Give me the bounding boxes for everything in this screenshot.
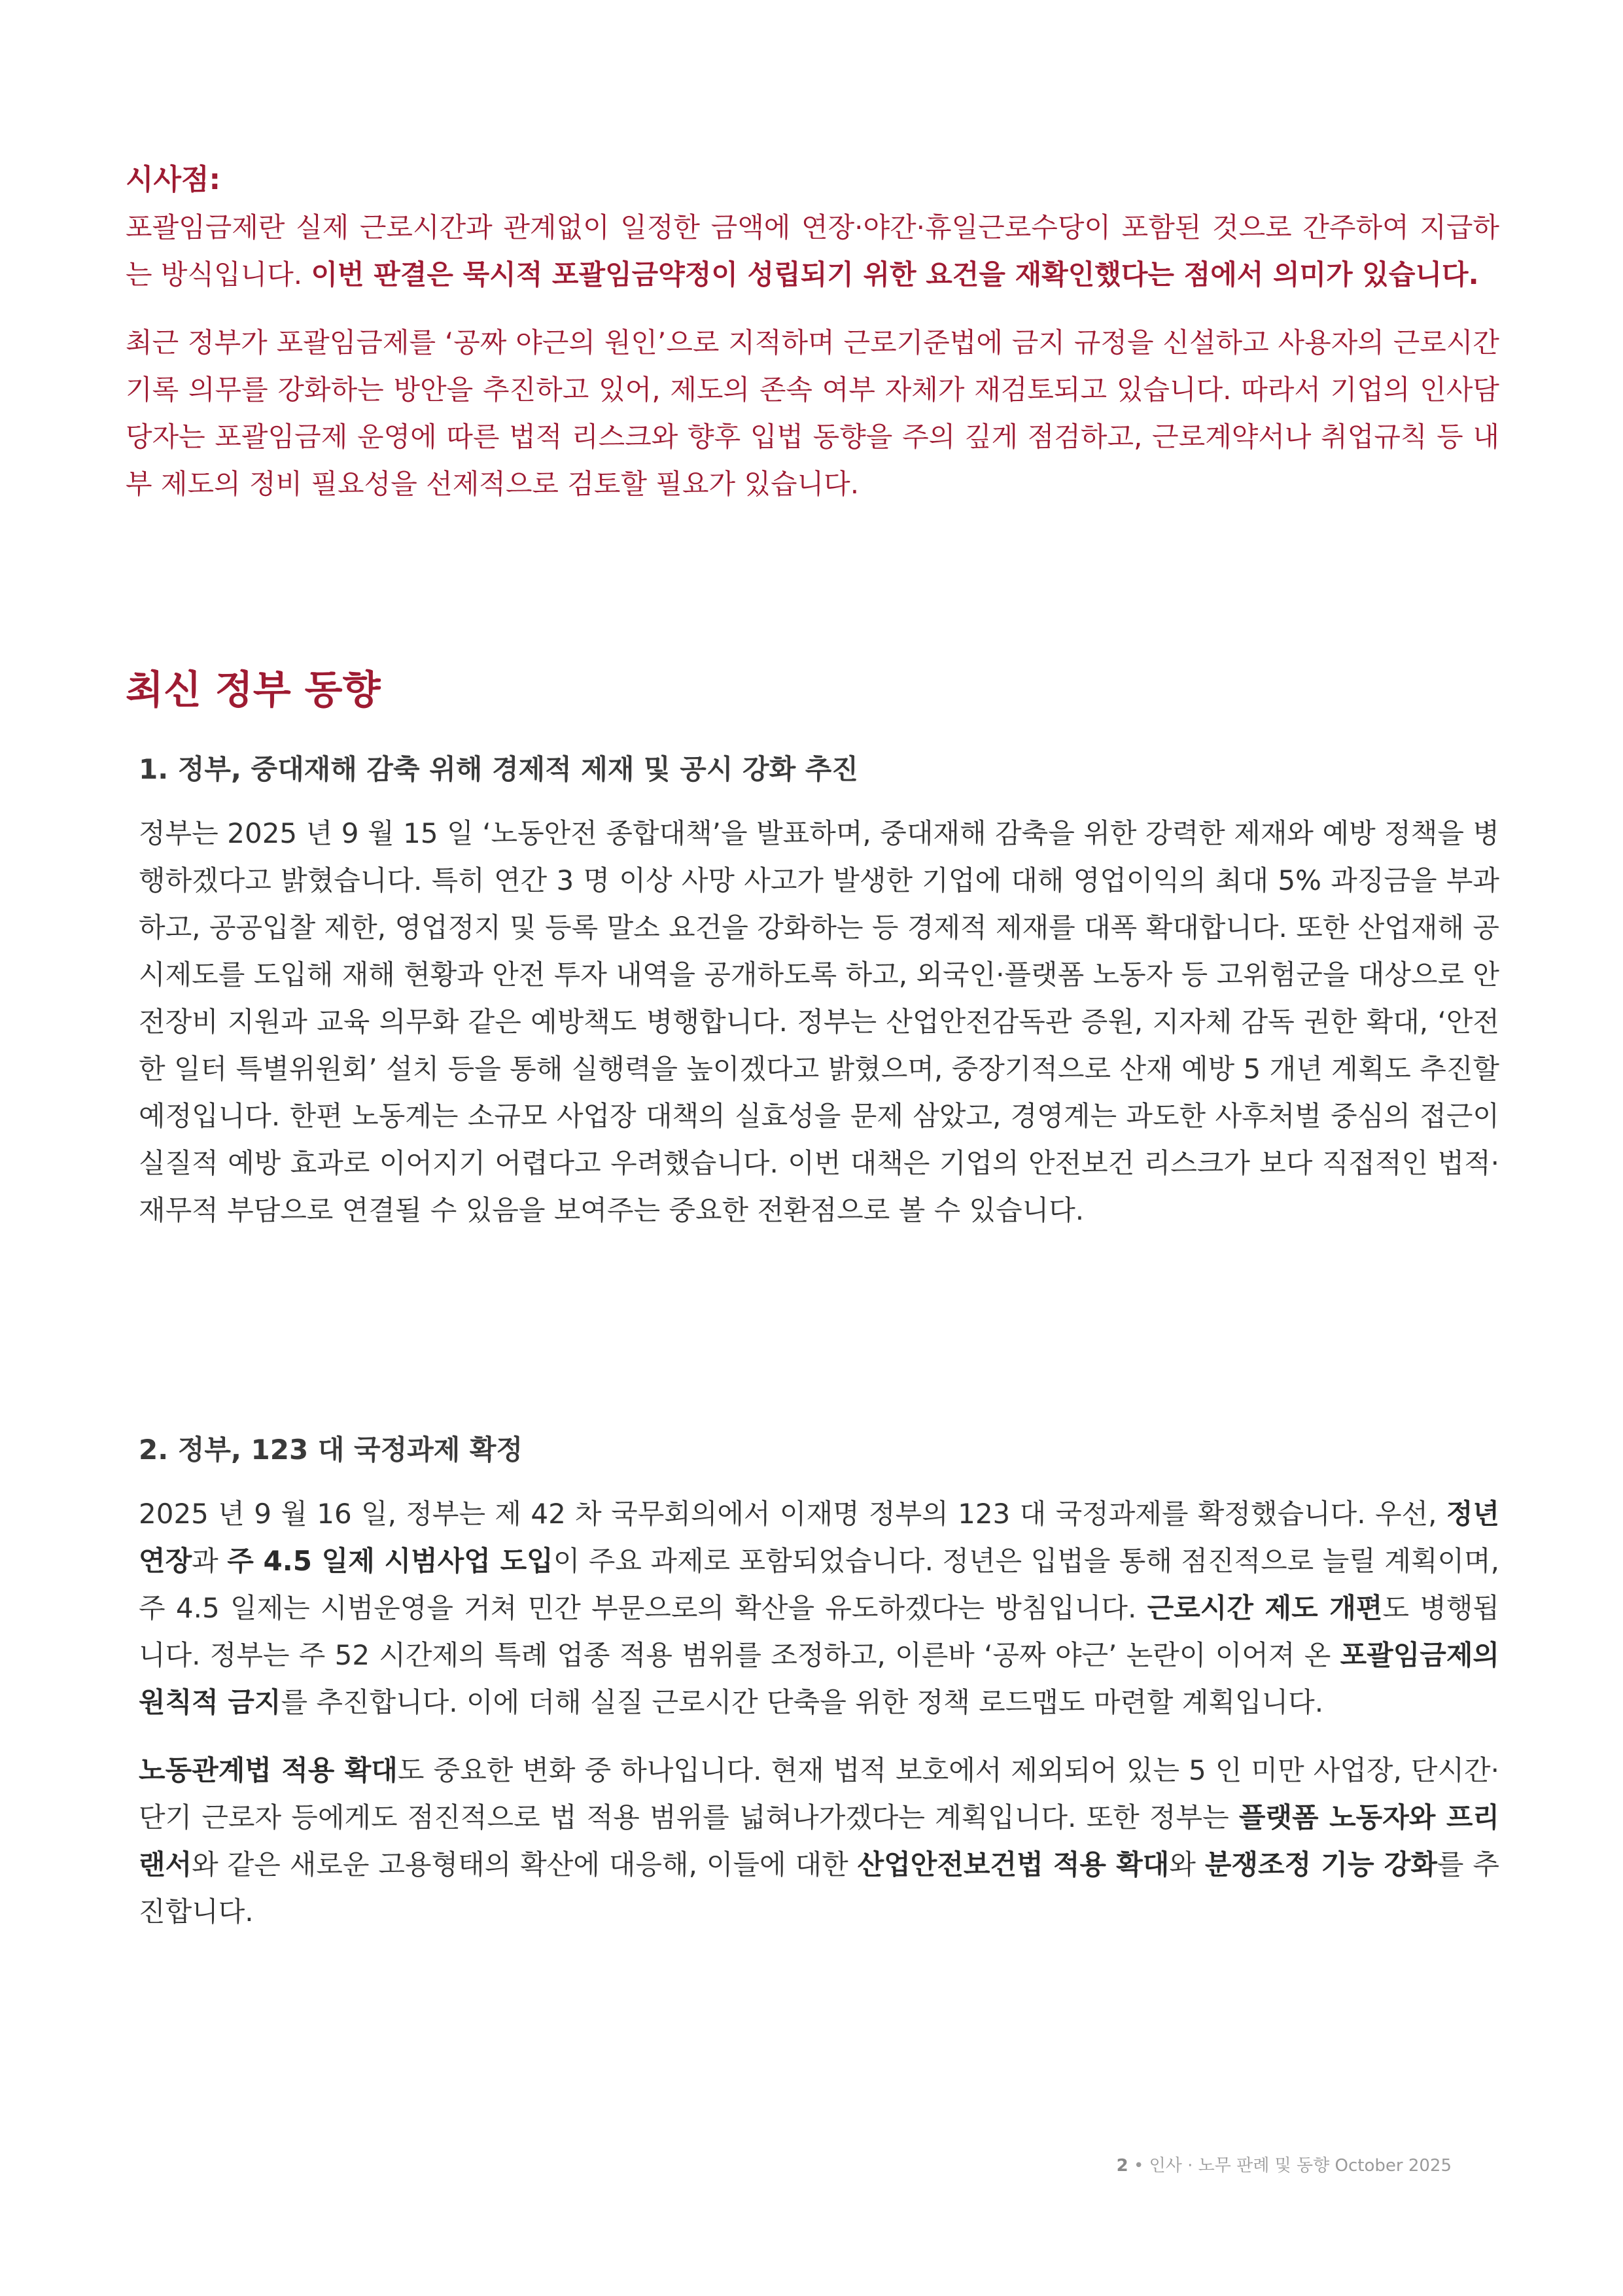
news-item-2-p1-text-3: 이 주요 과제로 포함되었습니다. 정년은 입법을 통해 점진적으로 늘릴 계획이며, 주 4.5 일제는 시범운영을 거쳐 민간 부문으로의 확산을 유도하겠다는 방침입니다. [139, 1545, 1499, 1624]
implications-block [126, 157, 1499, 508]
news-item-2-p2-emphasis-3: 산업안전보건법 적용 확대 [857, 1848, 1170, 1881]
section-title: 최신 정부 동향 [126, 667, 381, 713]
news-item-1-body: 정부는 2025 년 9 월 15 일 ‘노동안전 종합대책’을 발표하며, 중대재해 감축을 위한 강력한 제재와 예방 정책을 병행하겠다고 밝혔습니다. 특히 연간 3 명 이상 사망 사고가 발생한 기업에 대해 영업이익의 최대 5% 과징금을 부과하고, 공공입찰 제한, 영업정지 및 등록 말소 요건을 강화하는 등 경제적 제재를 대폭 확대합니다. 또한 산업재해 공시제도를 도입해 재해 현황과 안전 투자 내역을 공개하도록 하고, 외국인·플랫폼 노동자 등 고위험군을 대상으로 안전장비 지원과 교육 의무화 같은 예방책도 병행합니다. 정부는 산업안전감독관 증원, 지자체 감독 권한 확대, ‘안전한 일터 특별위원회’ 설치 등을 통해 실행력을 높이겠다고 밝혔으며, 중장기적으로 산재 예방 5 개년 계획도 추진할 예정입니다. 한편 노동계는 소규모 사업장 대책의 실효성을 문제 삼았고, 경영계는 과도한 사후처벌 중심의 접근이 실질적 예방 효과로 이어지기 어렵다고 우려했습니다. 이번 대책은 기업의 안전보건 리스크가 보다 직접적인 법적·재무적 부담으로 연결될 수 있음을 보여주는 중요한 전환점으로 볼 수 있습니다. [139, 817, 1499, 1226]
implications-paragraph-1 [126, 204, 1499, 298]
news-item-2-p1-emphasis-3: 근로시간 제도 개편 [1147, 1592, 1383, 1624]
implications-heading: 시사점: [126, 163, 221, 196]
news-item-2-p1-emphasis-1: 정년 연장 [139, 1498, 1499, 1577]
news-item-2-p2-text-1: 도 중요한 변화 중 하나입니다. 현재 법적 보호에서 제외되어 있는 5 인 미만 사업장, 단시간·단기 근로자 등에게도 점진적으로 법 적용 범위를 넓혀나가겠다는 계획입니다. 또한 정부는 [139, 1754, 1499, 1833]
news-item-2-p2-emphasis-2: 플랫폼 노동자와 프리랜서 [139, 1801, 1499, 1881]
news-item-2-p1-emphasis-4: 포괄임금제의 원칙적 금지 [139, 1639, 1499, 1718]
news-item-2-paragraph-2 [139, 1747, 1499, 1935]
news-item-2 [139, 1426, 1499, 1935]
news-item-2-p2-emphasis-4: 분쟁조정 기능 강화 [1204, 1848, 1437, 1881]
news-item-2-p1-emphasis-2: 주 4.5 일제 시범사업 도입 [227, 1545, 553, 1577]
news-item-2-p1-text-5: 를 추진합니다. 이에 더해 실질 근로시간 단축을 위한 정책 로드맵도 마련할 계획입니다. [281, 1686, 1324, 1718]
news-item-1-title: 1. 정부, 중대재해 감축 위해 경제적 제재 및 공시 강화 추진 [139, 753, 858, 785]
news-item-2-p1-text-4: 도 병행됩니다. 정부는 주 52 시간제의 특례 업종 적용 범위를 조정하고, 이른바 ‘공짜 야근’ 논란이 이어져 온 [139, 1592, 1499, 1671]
footer-separator: • [1128, 2156, 1149, 2176]
news-item-2-p2-emphasis-1: 노동관계법 적용 확대 [139, 1754, 398, 1786]
news-item-2-p2-text-2: 와 같은 새로운 고용형태의 확산에 대응해, 이들에 대한 [192, 1848, 858, 1881]
page-number: 2 [1116, 2156, 1128, 2176]
news-item-2-p1-text-2: 과 [192, 1545, 228, 1577]
news-item-2-p2-text-3: 와 [1169, 1848, 1205, 1881]
page-footer [1117, 2153, 1452, 2179]
news-item-2-title: 2. 정부, 123 대 국정과제 확정 [139, 1434, 523, 1466]
implications-paragraph-2: 최근 정부가 포괄임금제를 ‘공짜 야근의 원인’으로 지적하며 근로기준법에 금지 규정을 신설하고 사용자의 근로시간 기록 의무를 강화하는 방안을 추진하고 있어, 제도의 존속 여부 자체가 재검토되고 있습니다. 따라서 기업의 인사담당자는 포괄임금제 운영에 따른 법적 리스크와 향후 입법 동향을 주의 깊게 점검하고, 근로계약서나 취업규칙 등 내부 제도의 정비 필요성을 선제적으로 검토할 필요가 있습니다. [126, 327, 1499, 500]
implications-paragraph-1-text: 포괄임금제란 실제 근로시간과 관계없이 일정한 금액에 연장·야간·휴일근로수당이 포함된 것으로 간주하여 지급하는 방식입니다. [126, 211, 1499, 291]
news-item-2-p1-text-1: 2025 년 9 월 16 일, 정부는 제 42 차 국무회의에서 이재명 정부의 123 대 국정과제를 확정했습니다. 우선, [139, 1498, 1446, 1530]
footer-publication-title: 인사 · 노무 판례 및 동향 October 2025 [1149, 2156, 1452, 2176]
news-item-2-p2-text-4: 를 추진합니다. [139, 1848, 1499, 1928]
news-item-2-paragraph-1 [139, 1491, 1499, 1726]
news-item-1 [139, 746, 1499, 1234]
implications-paragraph-1-emphasis: 이번 판결은 묵시적 포괄임금약정이 성립되기 위한 요건을 재확인했다는 점에서 의미가 있습니다. [311, 258, 1479, 291]
